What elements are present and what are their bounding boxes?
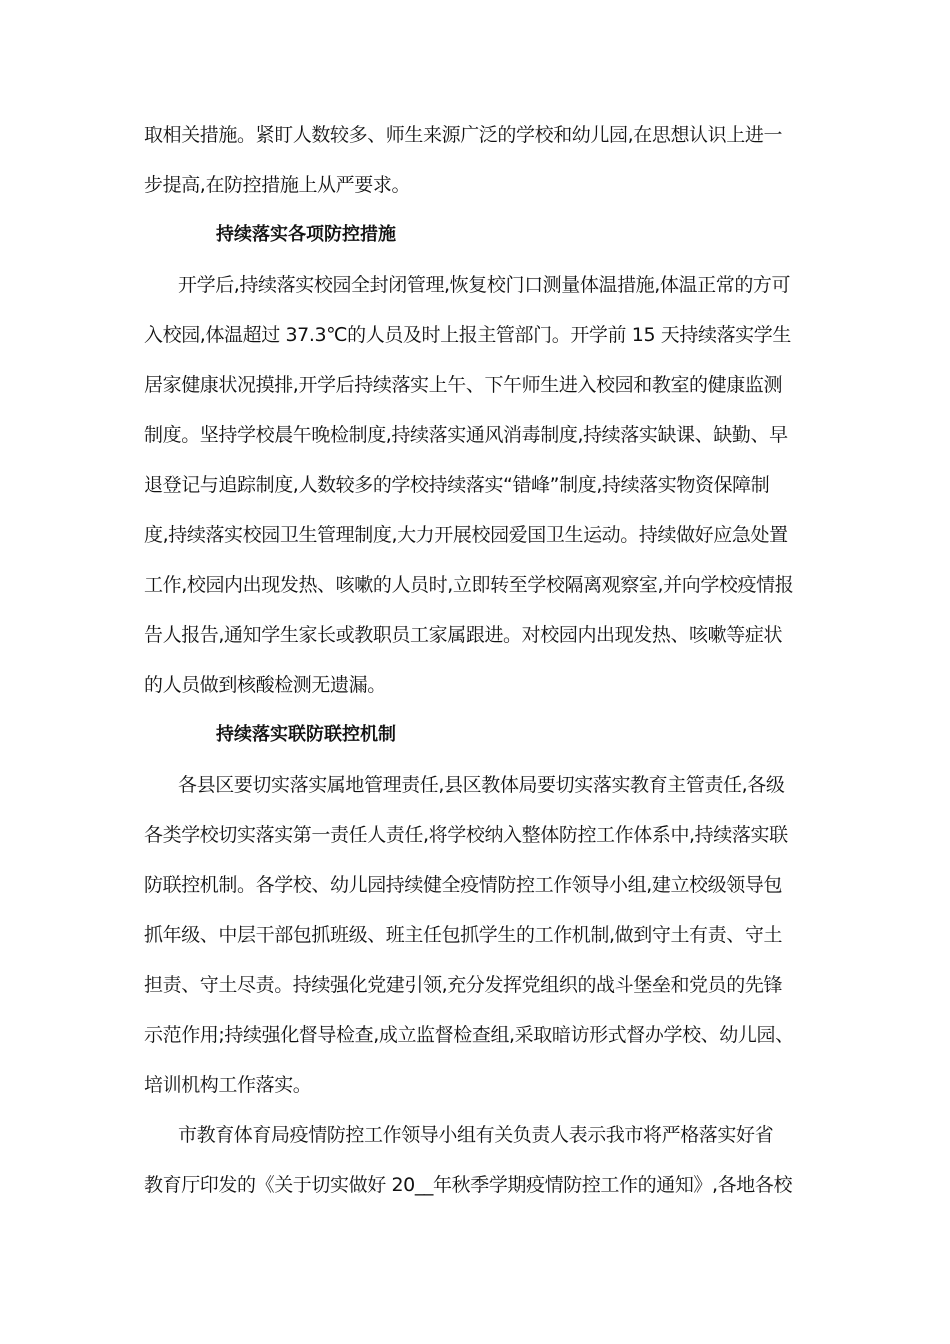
text-line: 工作,校园内出现发热、咳嗽的人员时,立即转至学校隔离观察室,并向学校疫情报	[144, 574, 794, 596]
paragraph	[144, 760, 808, 1110]
paragraph	[144, 1110, 808, 1210]
text-line: 步提高,在防控措施上从严要求。	[144, 174, 411, 196]
text-line: 培训机构工作落实。	[144, 1074, 312, 1096]
text-line: 制度。坚持学校晨午晚检制度,持续落实通风消毒制度,持续落实缺课、缺勤、早	[144, 424, 788, 446]
text-line: 开学后,持续落实校园全封闭管理,恢复校门口测量体温措施,体温正常的方可	[178, 274, 791, 296]
text-line: 度,持续落实校园卫生管理制度,大力开展校园爱国卫生运动。持续做好应急处置	[144, 524, 788, 546]
text-line: 告人报告,通知学生家长或教职员工家属跟进。对校园内出现发热、咳嗽等症状	[144, 624, 783, 646]
text-line: 的人员做到核酸检测无遗漏。	[144, 674, 386, 696]
paragraph	[144, 260, 808, 710]
text-line: 教育厅印发的《关于切实做好 20__年秋季学期疫情防控工作的通知》,各地各校	[144, 1174, 793, 1196]
text-line: 抓年级、中层干部包抓班级、班主任包抓学生的工作机制,做到守土有责、守土	[144, 924, 783, 946]
text-line: 居家健康状况摸排,开学后持续落实上午、下午师生进入校园和教室的健康监测	[144, 374, 783, 396]
paragraph	[144, 110, 808, 210]
text-line: 取相关措施。紧盯人数较多、师生来源广泛的学校和幼儿园,在思想认识上进一	[144, 124, 783, 146]
text-line: 防联控机制。各学校、幼儿园持续健全疫情防控工作领导小组,建立校级领导包	[144, 874, 783, 896]
text-line: 示范作用;持续强化督导检查,成立监督检查组,采取暗访形式督办学校、幼儿园、	[144, 1024, 794, 1046]
text-line: 各县区要切实落实属地管理责任,县区教体局要切实落实教育主管责任,各级	[178, 774, 785, 796]
text-line: 各类学校切实落实第一责任人责任,将学校纳入整体防控工作体系中,持续落实联	[144, 824, 788, 846]
section-heading: 持续落实各项防控措施	[216, 224, 396, 245]
document-page	[144, 110, 808, 1210]
section-heading: 持续落实联防联控机制	[216, 724, 396, 745]
text-line: 市教育体育局疫情防控工作领导小组有关负责人表示我市将严格落实好省	[178, 1124, 774, 1146]
text-line: 入校园,体温超过 37.3℃的人员及时上报主管部门。开学前 15 天持续落实学生	[144, 324, 791, 346]
text-line: 担责、守土尽责。持续强化党建引领,充分发挥党组织的战斗堡垒和党员的先锋	[144, 974, 783, 996]
text-line: 退登记与追踪制度,人数较多的学校持续落实“错峰”制度,持续落实物资保障制	[144, 474, 770, 496]
